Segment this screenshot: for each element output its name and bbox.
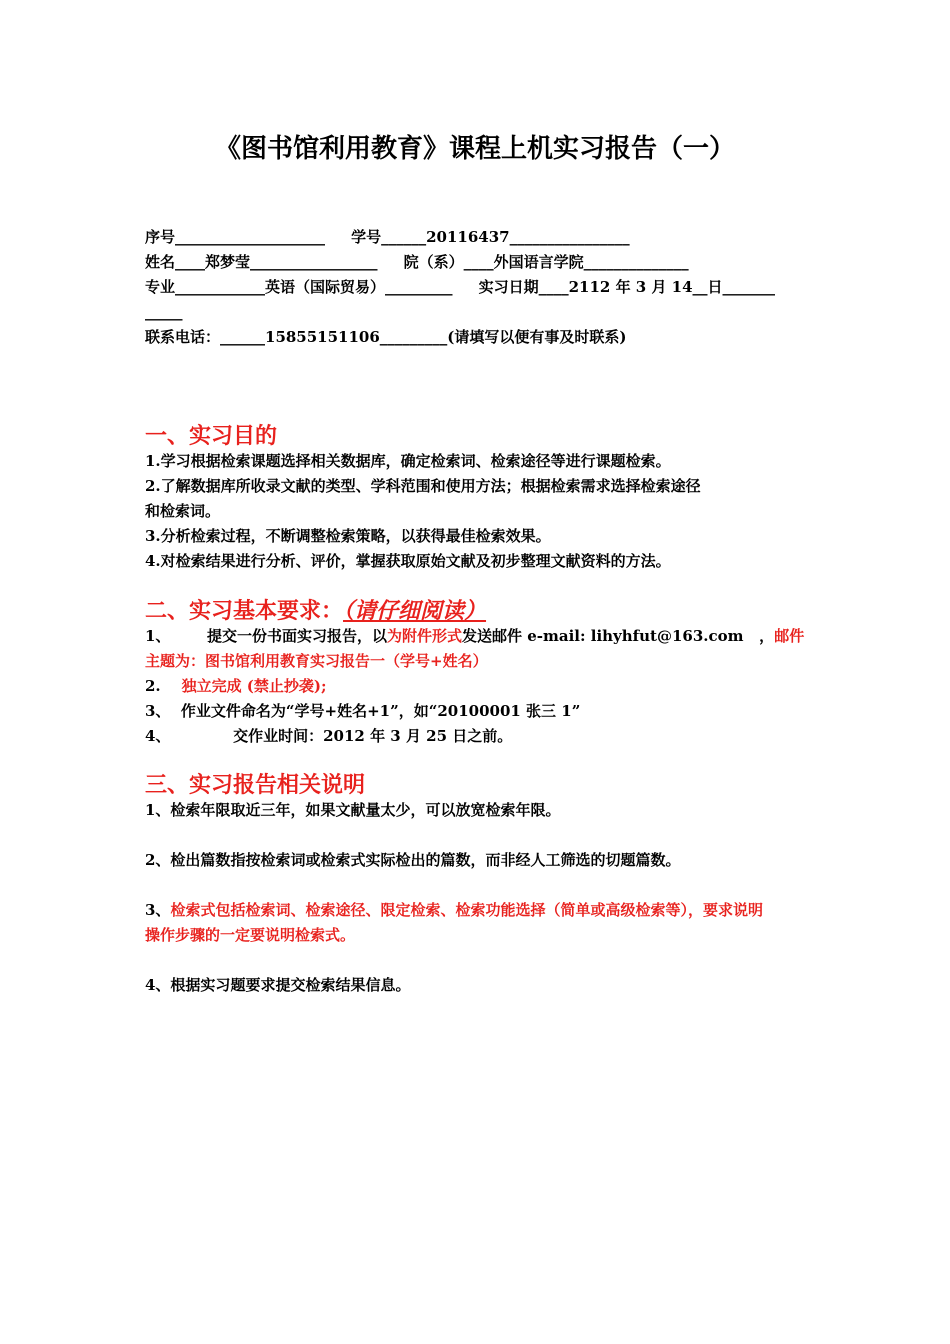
info-line-major-date: 专业____________英语（国际贸易）_________ 实习日期____2112 年 3 月 14__日_______ (145, 278, 776, 296)
info-line-name-dept: 姓名____郑梦莹_________________ 院（系）____外国语言学院______________ (145, 253, 689, 271)
document-title: 《图书馆利用教育》课程上机实习报告（一） (214, 134, 735, 164)
s2-req-1-text: 1、 提交一份书面实习报告，以 (145, 627, 387, 645)
s3-note-1: 1、检索年限取近三年，如果文献量太少，可以放宽检索年限。 (145, 801, 561, 819)
s2-req-2 (145, 676, 327, 696)
s3-note-3-text: 检索式包括检索词、检索途径、限定检索、检索功能选择（简单或高级检索等），要求说明 (170, 901, 763, 919)
s2-req-1-subject: 主题为：图书馆利用教育实习报告一（学号+姓名） (145, 652, 488, 670)
s3-note-3-cont: 操作步骤的一定要说明检索式。 (145, 926, 356, 944)
s1-item-2-cont: 和检索词。 (145, 502, 221, 520)
s2-req-1-subject-lead: 邮件 (774, 627, 805, 645)
info-line-serial-id: 序号____________________ 学号______20116437________________ (145, 228, 630, 246)
section-3-heading: 三、实习报告相关说明 (145, 772, 366, 798)
info-line-continuation: _____ (145, 303, 183, 321)
s2-req-1 (145, 626, 804, 646)
section-2-heading (145, 597, 486, 625)
s2-req-1-attachment: 为附件形式 (387, 627, 463, 645)
section-1-heading: 一、实习目的 (145, 423, 278, 449)
s2-req-2-num: 2. (145, 677, 182, 695)
s3-note-3 (145, 900, 763, 920)
s1-item-1: 1.学习根据检索课题选择相关数据库，确定检索词、检索途径等进行课题检索。 (145, 452, 671, 470)
s1-item-3: 3.分析检索过程，不断调整检索策略，以获得最佳检索效果。 (145, 527, 551, 545)
info-line-phone: 联系电话：______15855151106_________(请填写以便有事及时联系) (145, 328, 627, 346)
s2-req-1-email: 发送邮件 e-mail: lihyhfut@163.com ， (462, 627, 775, 645)
s3-note-3-num: 3、 (145, 901, 171, 919)
section-2-heading-text: 二、实习基本要求： (145, 598, 344, 624)
s3-note-4: 4、根据实习题要求提交检索结果信息。 (145, 976, 411, 994)
s1-item-4: 4.对检索结果进行分析、评价，掌握获取原始文献及初步整理文献资料的方法。 (145, 552, 671, 570)
s2-req-2-text: 独立完成 (禁止抄袭); (181, 677, 327, 695)
s3-note-2: 2、检出篇数指按检索词或检索式实际检出的篇数，而非经人工筛选的切题篇数。 (145, 851, 681, 869)
s2-req-3: 3、 作业文件命名为“学号+姓名+1”，如“20100001 张三 1” (145, 702, 581, 720)
s1-item-2: 2.了解数据库所收录文献的类型、学科范围和使用方法；根据检索需求选择检索途径 (145, 477, 701, 495)
s2-req-4: 4、 交作业时间：2012 年 3 月 25 日之前。 (145, 727, 513, 745)
section-2-heading-note: （请仔细阅读） (343, 598, 487, 624)
